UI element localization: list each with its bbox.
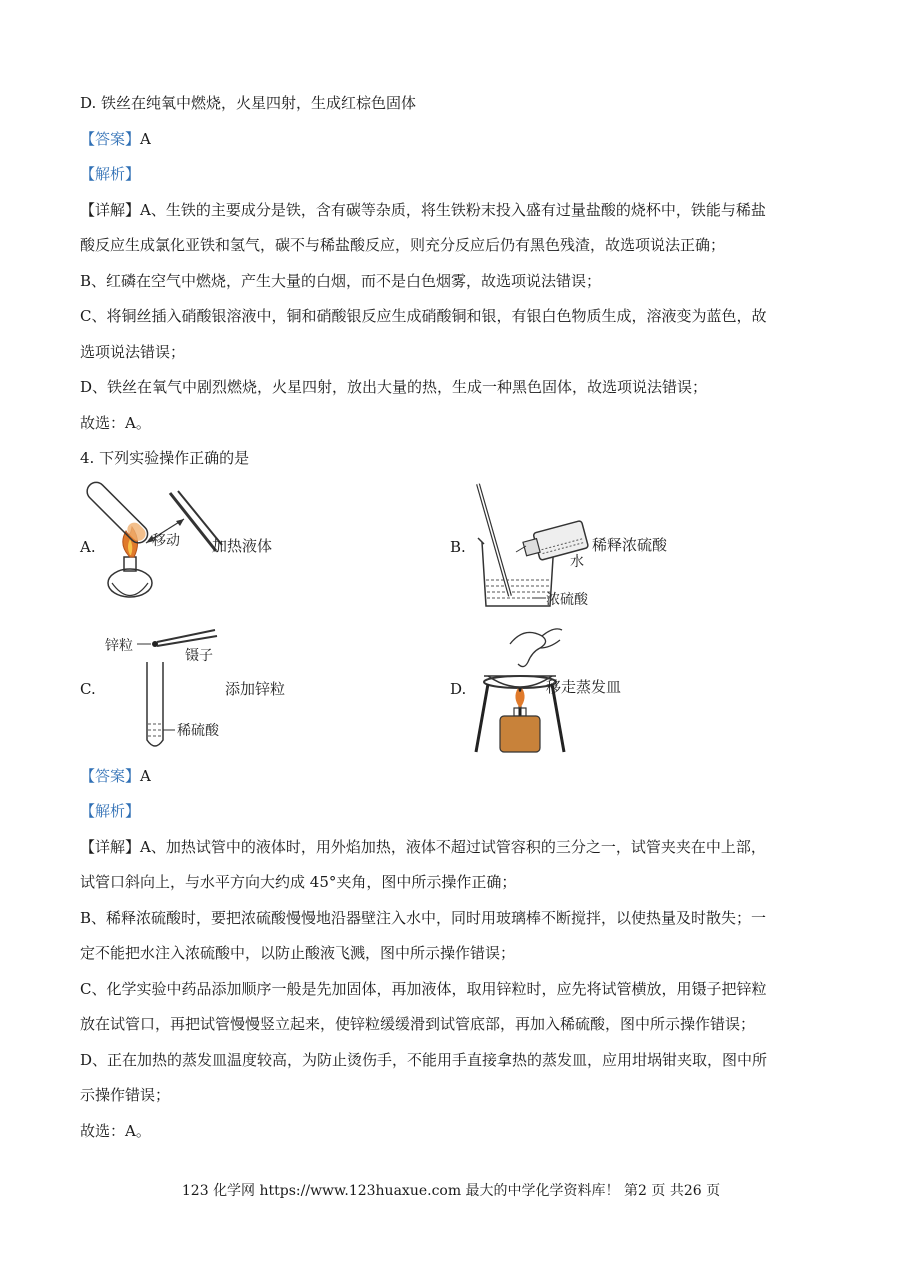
option-d-text: D. 铁丝在纯氧中燃烧，火星四射，生成红棕色固体 — [80, 94, 417, 112]
detail-c-line1: C、将铜丝插入硝酸银溶液中，铜和硝酸银反应生成硝酸铜和银，有银白色物质生成，溶液变为蓝色，故 — [80, 307, 767, 325]
analysis-tag: 【解析】 — [80, 165, 141, 183]
q4-detail-b-line1: B、稀释浓硫酸时，要把浓硫酸慢慢地沿器壁注入水中，同时用玻璃棒不断搅拌，以使热量及时散失；一 — [80, 909, 767, 927]
answer-line — [80, 128, 151, 150]
option-c-letter: C. — [80, 680, 96, 698]
q4-detail-a-line1: 【详解】A、加热试管中的液体时，用外焰加热，液体不超过试管容积的三分之一，试管夹夹在中上部， — [80, 838, 766, 856]
detail-c-line2: 选项说法错误； — [80, 343, 186, 361]
page-footer: 123 化学网 https://www.123huaxue.com 最大的中学化学资料库！ 第2 页 共26 页 — [181, 1183, 721, 1199]
q4-detail-c-line1: C、化学实验中药品添加顺序一般是先加固体，再加液体，取用锌粒时，应先将试管横放，用镊子把锌粒 — [80, 980, 767, 998]
conclusion: 故选：A。 — [80, 414, 151, 432]
detail-tag: 【详解】 — [80, 201, 141, 219]
q4-answer-line — [80, 765, 151, 787]
figure-adding-zinc — [105, 628, 325, 753]
option-d-letter: D. — [450, 680, 467, 698]
label-dilute-acid: 稀硫酸 — [177, 723, 219, 739]
option-a-caption: 加热液体 — [212, 537, 273, 555]
q4-detail-a-line2: 试管口斜向上，与水平方向大约成 45°夹角，图中所示操作正确； — [80, 873, 517, 891]
q4-conclusion: 故选：A。 — [80, 1122, 151, 1140]
q4-detail-tag: 【详解】 — [80, 838, 141, 856]
q4-detail-b-line2: 定不能把水注入浓硫酸中，以防止酸液飞溅，图中所示操作错误； — [80, 944, 516, 962]
label-conc-acid: 浓硫酸 — [546, 592, 588, 608]
option-b-caption: 稀释浓硫酸 — [592, 536, 668, 554]
label-water: 水 — [570, 554, 584, 570]
question-4-stem: 4. 下列实验操作正确的是 — [80, 449, 250, 467]
q4-analysis-tag: 【解析】 — [80, 802, 141, 820]
figure-heating-liquid — [100, 483, 300, 608]
q4-detail-d-line2: 示操作错误； — [80, 1086, 171, 1104]
q4-answer-tag: 【答案】 — [80, 767, 141, 785]
answer-value: A — [140, 130, 151, 148]
figure-diluting-acid — [470, 480, 710, 610]
label-tweezers: 镊子 — [185, 648, 213, 664]
detail-a-line1: 【详解】A、生铁的主要成分是铁，含有碳等杂质，将生铁粉末投入盛有过量盐酸的烧杯中，铁能与稀盐 — [80, 201, 766, 219]
q4-detail-c-line2: 放在试管口，再把试管慢慢竖立起来，使锌粒缓缓滑到试管底部，再加入稀硫酸，图中所示操作错误； — [80, 1015, 756, 1033]
figure-removing-dish — [470, 618, 670, 758]
option-b-letter: B. — [450, 538, 466, 556]
answer-tag: 【答案】 — [80, 130, 141, 148]
q4-detail-d-line1: D、正在加热的蒸发皿温度较高，为防止烫伤手，不能用手直接拿热的蒸发皿，应用坩埚钳夹取，图中所 — [80, 1051, 768, 1069]
label-move: 移动 — [152, 533, 180, 549]
label-zinc: 锌粒 — [105, 638, 133, 654]
option-c-caption: 添加锌粒 — [225, 680, 286, 698]
option-d-caption: 移走蒸发皿 — [546, 678, 622, 696]
detail-b: B、红磷在空气中燃烧，产生大量的白烟，而不是白色烟雾，故选项说法错误； — [80, 272, 602, 290]
detail-d: D、铁丝在氧气中剧烈燃烧，火星四射，放出大量的热，生成一种黑色固体，故选项说法错误； — [80, 378, 708, 396]
option-a-letter: A. — [80, 538, 96, 556]
q4-answer-value: A — [140, 767, 151, 785]
detail-a-line2: 酸反应生成氯化亚铁和氢气，碳不与稀盐酸反应，则充分反应后仍有黑色残渣，故选项说法正确； — [80, 236, 726, 254]
